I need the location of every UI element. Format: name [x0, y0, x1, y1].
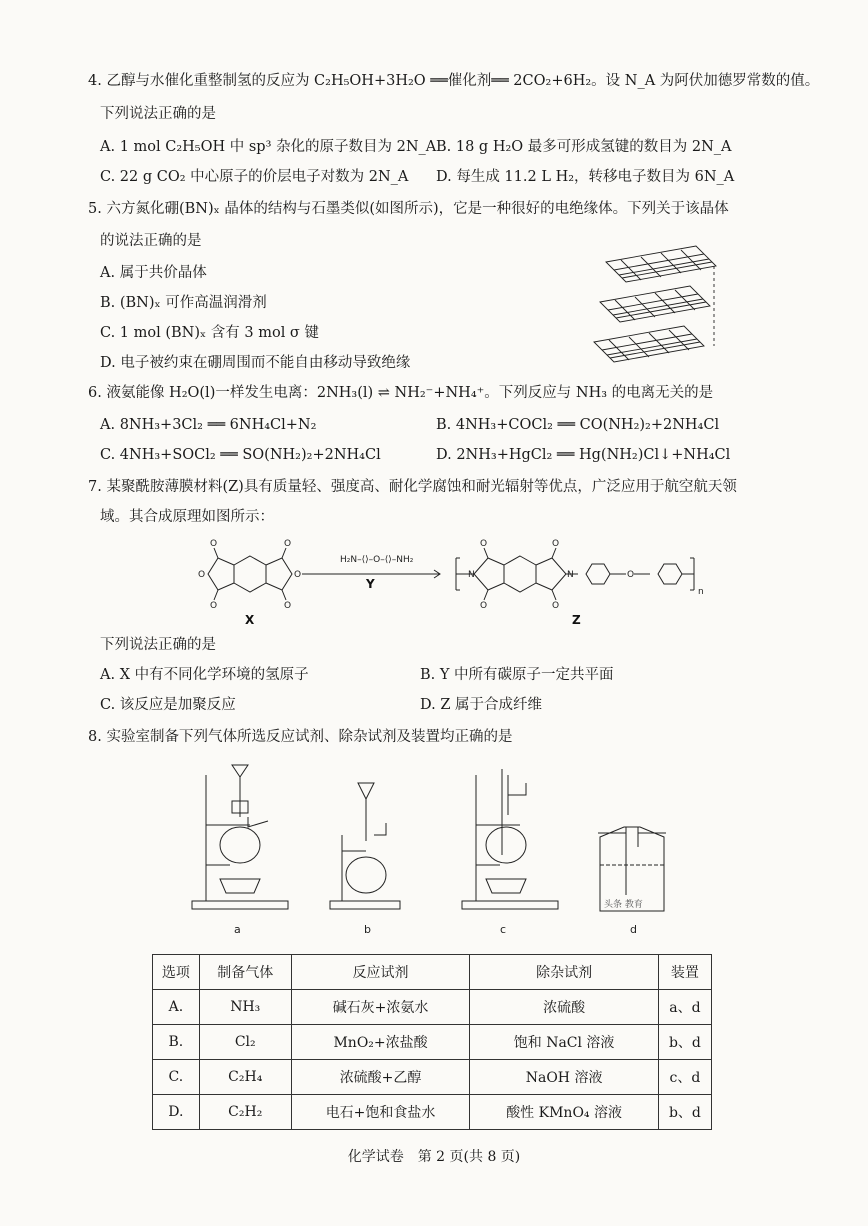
table-cell: 浓硫酸+乙醇	[291, 1060, 470, 1095]
table-cell: D.	[153, 1095, 200, 1130]
svg-text:N: N	[567, 570, 574, 580]
compound-z-structure	[456, 548, 694, 600]
table-header-cell: 制备气体	[199, 955, 291, 990]
table-cell: a、d	[658, 990, 711, 1025]
svg-text:n: n	[698, 587, 704, 597]
q7-synthesis-scheme	[190, 528, 750, 628]
q7-option-a: A. X 中有不同化学环境的氢原子	[100, 667, 309, 683]
table-cell: A.	[153, 990, 200, 1025]
label-z: Z	[572, 613, 581, 627]
svg-text:O: O	[210, 601, 218, 611]
q7-stem-line1: 7. 某聚酰胺薄膜材料(Z)具有质量轻、强度高、耐化学腐蚀和耐光辐射等优点，广泛应用于航空航天领	[88, 479, 737, 495]
table-cell: MnO₂+浓盐酸	[291, 1025, 470, 1060]
q6-option-b: B. 4NH₃+COCl₂ ══ CO(NH₂)₂+2NH₄Cl	[436, 417, 720, 433]
watermark-text: 头条 教育	[604, 900, 643, 910]
q5-stem-line2: 的说法正确的是	[100, 233, 202, 249]
q4-stem-line1: 4. 乙醇与水催化重整制氢的反应为 C₂H₅OH+3H₂O ══催化剂══ 2CO₂+6H₂。设 N_A 为阿伏加德罗常数的值。	[88, 73, 820, 89]
q5-option-a: A. 属于共价晶体	[100, 265, 207, 281]
apparatus-label-d: d	[630, 923, 637, 936]
table-cell: C₂H₂	[199, 1095, 291, 1130]
apparatus-label-b: b	[364, 923, 371, 936]
table-cell: NaOH 溶液	[470, 1060, 658, 1095]
apparatus-label-c: c	[500, 923, 507, 936]
apparatus-d	[598, 827, 666, 911]
bn-layer-structure-figure	[586, 240, 726, 364]
q4-option-c: C. 22 g CO₂ 中心原子的价层电子对数为 2N_A	[100, 169, 409, 185]
table-cell: b、d	[658, 1095, 711, 1130]
q8-stem: 8. 实验室制备下列气体所选反应试剂、除杂试剂及装置均正确的是	[88, 729, 513, 745]
table-header-row	[153, 955, 712, 990]
q7-stem-line3: 下列说法正确的是	[100, 637, 216, 653]
bn-layer-middle	[600, 286, 710, 322]
table-cell: B.	[153, 1025, 200, 1060]
table-cell: b、d	[658, 1025, 711, 1060]
q7-option-b: B. Y 中所有碳原子一定共平面	[420, 667, 614, 683]
svg-text:O: O	[480, 601, 488, 611]
apparatus-label-a: a	[234, 923, 241, 936]
svg-text:O: O	[294, 570, 302, 580]
q5-option-b: B. (BN)ₓ 可作高温润滑剂	[100, 295, 267, 311]
table-cell: c、d	[658, 1060, 711, 1095]
table-header-cell: 装置	[658, 955, 711, 990]
svg-text:O: O	[552, 601, 560, 611]
bn-layer-top	[606, 246, 716, 282]
q4-option-b: B. 18 g H₂O 最多可形成氢键的数目为 2N_A	[436, 139, 732, 155]
svg-text:O: O	[552, 539, 560, 549]
table-cell: 酸性 KMnO₄ 溶液	[470, 1095, 658, 1130]
q7-stem-line2: 域。其合成原理如图所示：	[100, 509, 274, 525]
apparatus-b	[330, 783, 400, 909]
page-footer: 化学试卷 第 2 页(共 8 页)	[347, 1149, 521, 1165]
apparatus-a	[192, 765, 288, 909]
table-cell: C.	[153, 1060, 200, 1095]
label-y: Y	[366, 577, 375, 591]
q5-stem-line1: 5. 六方氮化硼(BN)ₓ 晶体的结构与石墨类似(如图所示)，它是一种很好的电绝缘体。下列关于该晶体	[88, 201, 729, 217]
label-x: X	[245, 613, 255, 627]
apparatus-c	[462, 769, 558, 909]
q6-option-c: C. 4NH₃+SOCl₂ ══ SO(NH₂)₂+2NH₄Cl	[100, 447, 381, 463]
q5-option-d: D. 电子被约束在硼周围而不能自由移动导致绝缘	[100, 355, 411, 371]
q4-stem-line2: 下列说法正确的是	[100, 106, 216, 122]
q7-option-d: D. Z 属于合成纤维	[420, 697, 543, 713]
q8-options-table	[152, 954, 712, 1130]
table-row	[153, 1025, 712, 1060]
table-row	[153, 990, 712, 1025]
q7-option-c: C. 该反应是加聚反应	[100, 697, 236, 713]
svg-text:O: O	[198, 570, 206, 580]
table-cell: Cl₂	[199, 1025, 291, 1060]
svg-text:O: O	[284, 539, 292, 549]
bn-layer-bottom	[594, 326, 704, 362]
table-cell: 浓硫酸	[470, 990, 658, 1025]
q5-option-c: C. 1 mol (BN)ₓ 含有 3 mol σ 键	[100, 325, 319, 341]
table-cell: 碱石灰+浓氨水	[291, 990, 470, 1025]
compound-y-formula: H₂N–⟨⟩–O–⟨⟩–NH₂	[340, 555, 414, 565]
table-row	[153, 1060, 712, 1095]
svg-text:N: N	[468, 570, 475, 580]
table-header-cell: 反应试剂	[291, 955, 470, 990]
q6-stem: 6. 液氨能像 H₂O(l)一样发生电离：2NH₃(l) ⇌ NH₂⁻+NH₄⁺。下列反应与 NH₃ 的电离无关的是	[88, 385, 714, 401]
compound-x-structure	[208, 548, 292, 600]
q4-option-d: D. 每生成 11.2 L H₂，转移电子数目为 6N_A	[436, 169, 735, 185]
svg-text:O: O	[284, 601, 292, 611]
table-header-cell: 除杂试剂	[470, 955, 658, 990]
svg-text:O: O	[480, 539, 488, 549]
q6-option-d: D. 2NH₃+HgCl₂ ══ Hg(NH₂)Cl↓+NH₄Cl	[436, 447, 731, 463]
table-header-cell: 选项	[153, 955, 200, 990]
table-row	[153, 1095, 712, 1130]
q6-option-a: A. 8NH₃+3Cl₂ ══ 6NH₄Cl+N₂	[100, 417, 317, 433]
q8-apparatus-figure	[180, 755, 700, 945]
q4-option-a: A. 1 mol C₂H₅OH 中 sp³ 杂化的原子数目为 2N_A	[100, 139, 437, 155]
table-cell: C₂H₄	[199, 1060, 291, 1095]
table-cell: 饱和 NaCl 溶液	[470, 1025, 658, 1060]
svg-text:O: O	[627, 570, 635, 580]
table-cell: 电石+饱和食盐水	[291, 1095, 470, 1130]
svg-text:O: O	[210, 539, 218, 549]
table-cell: NH₃	[199, 990, 291, 1025]
